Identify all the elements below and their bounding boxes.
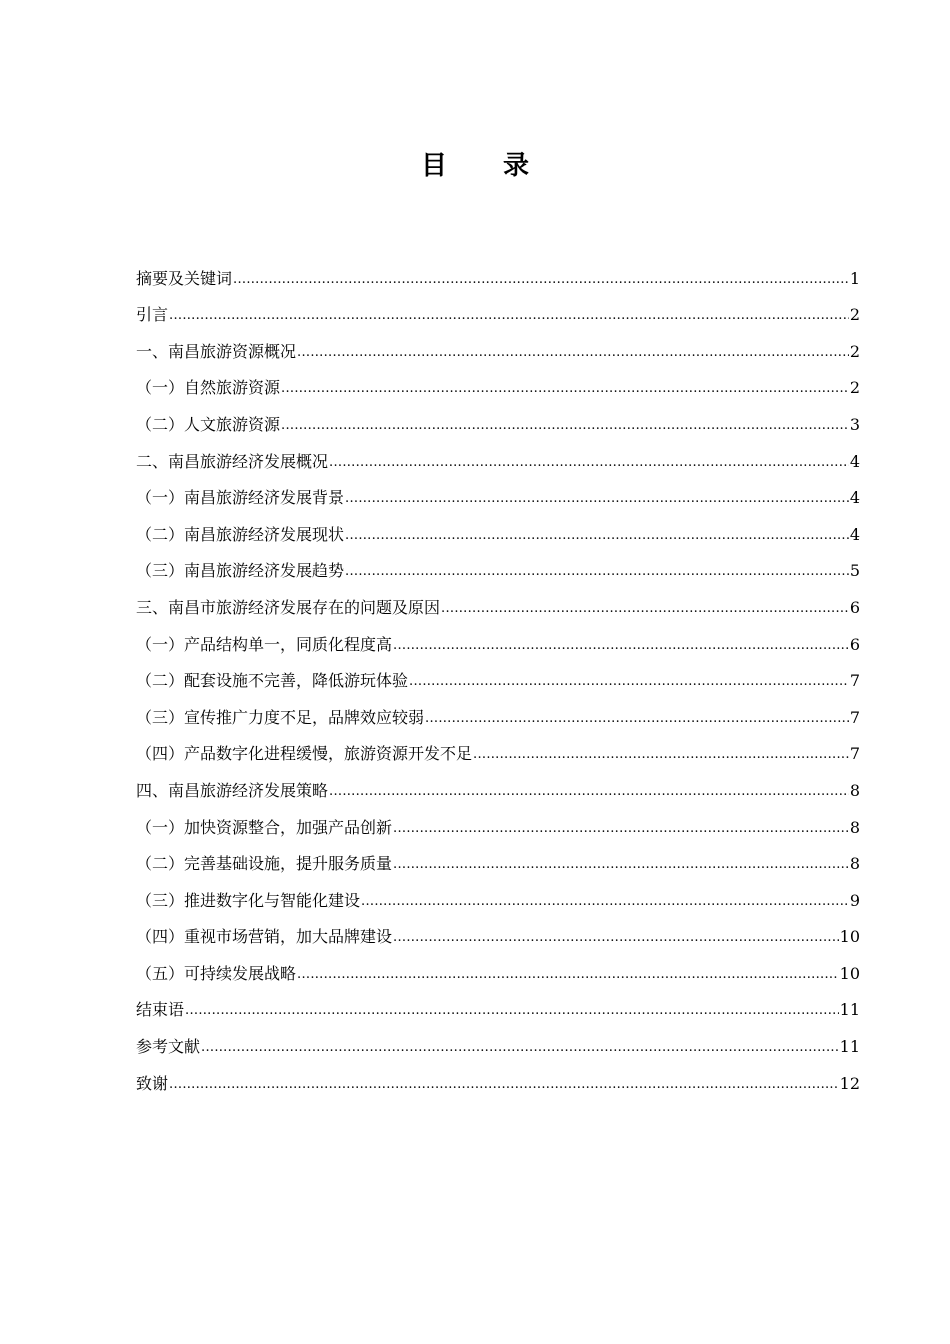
toc-entry[interactable] — [136, 252, 860, 289]
toc-entry[interactable] — [136, 801, 860, 838]
toc-entry-page-number: 5 — [849, 561, 860, 581]
toc-entry[interactable] — [136, 764, 860, 801]
toc-entry[interactable] — [136, 325, 860, 362]
toc-entry-label: （三）南昌旅游经济发展趋势 — [136, 561, 345, 581]
toc-entry[interactable] — [136, 581, 860, 618]
toc-title — [0, 145, 950, 182]
toc-dot-leader — [281, 378, 849, 398]
toc-entry-page-number: 4 — [849, 524, 860, 544]
toc-entry-page-number: 1 — [849, 268, 860, 288]
toc-entry-page-number: 4 — [849, 451, 860, 471]
toc-entry-label: 二、南昌旅游经济发展概况 — [136, 451, 329, 471]
toc-dot-leader — [281, 415, 849, 435]
toc-entry-label: （一）产品结构单一，同质化程度高 — [136, 634, 393, 654]
toc-entry[interactable] — [136, 545, 860, 582]
toc-entry-label: （二）人文旅游资源 — [136, 414, 281, 434]
toc-dot-leader — [169, 1074, 839, 1094]
toc-dot-leader — [393, 854, 849, 874]
toc-entry-label: （三）推进数字化与智能化建设 — [136, 890, 361, 910]
toc-entry-label: 四、南昌旅游经济发展策略 — [136, 780, 329, 800]
toc-dot-leader — [361, 891, 849, 911]
toc-entry-label: 三、南昌市旅游经济发展存在的问题及原因 — [136, 597, 441, 617]
toc-dot-leader — [169, 305, 849, 325]
toc-entry-page-number: 2 — [849, 341, 860, 361]
toc-entry-label: （四）重视市场营销，加大品牌建设 — [136, 927, 393, 947]
toc-entry-page-number: 3 — [849, 414, 860, 434]
toc-entry[interactable] — [136, 911, 860, 948]
toc-dot-leader — [185, 1000, 839, 1020]
toc-entry[interactable] — [136, 472, 860, 509]
toc-entry[interactable] — [136, 838, 860, 875]
toc-dot-leader — [297, 964, 839, 984]
toc-entry[interactable] — [136, 618, 860, 655]
toc-entry-label: 致谢 — [136, 1073, 169, 1093]
toc-entry-page-number: 8 — [849, 854, 860, 874]
toc-entry-label: （二）配套设施不完善，降低游玩体验 — [136, 671, 409, 691]
toc-entry-page-number: 7 — [849, 707, 860, 727]
toc-entry-page-number: 10 — [839, 927, 860, 947]
toc-dot-leader — [473, 744, 849, 764]
toc-entry-page-number: 7 — [849, 671, 860, 691]
toc-entry[interactable] — [136, 1020, 860, 1057]
toc-entry[interactable] — [136, 947, 860, 984]
toc-entry-page-number: 4 — [849, 488, 860, 508]
toc-title-char-1: 目 — [420, 151, 447, 181]
toc-entry-label: （五）可持续发展战略 — [136, 963, 297, 983]
toc-entry-page-number: 8 — [849, 817, 860, 837]
toc-entry-page-number: 6 — [849, 634, 860, 654]
toc-entry-label: （四）产品数字化进程缓慢，旅游资源开发不足 — [136, 744, 473, 764]
toc-entry-page-number: 9 — [849, 890, 860, 910]
toc-entry[interactable] — [136, 398, 860, 435]
toc-entry[interactable] — [136, 874, 860, 911]
table-of-contents — [136, 252, 860, 1094]
toc-entry[interactable] — [136, 362, 860, 399]
toc-dot-leader — [345, 525, 849, 545]
toc-entry-label: （一）自然旅游资源 — [136, 378, 281, 398]
toc-dot-leader — [201, 1037, 839, 1057]
toc-dot-leader — [233, 269, 849, 289]
toc-dot-leader — [297, 342, 849, 362]
toc-entry-label: 一、南昌旅游资源概况 — [136, 341, 297, 361]
toc-entry-label: 结束语 — [136, 1000, 185, 1020]
toc-title-char-2: 录 — [503, 151, 530, 181]
toc-entry-page-number: 6 — [849, 597, 860, 617]
toc-entry[interactable] — [136, 508, 860, 545]
toc-entry-page-number: 10 — [839, 963, 860, 983]
toc-entry-label: 引言 — [136, 305, 169, 325]
toc-entry-page-number: 11 — [839, 1037, 860, 1057]
toc-entry-page-number: 8 — [849, 780, 860, 800]
toc-dot-leader — [393, 818, 849, 838]
toc-dot-leader — [329, 452, 849, 472]
toc-dot-leader — [441, 598, 849, 618]
toc-entry[interactable] — [136, 728, 860, 765]
toc-entry[interactable] — [136, 655, 860, 692]
toc-dot-leader — [329, 781, 849, 801]
toc-entry-label: 摘要及关键词 — [136, 268, 233, 288]
toc-entry[interactable] — [136, 691, 860, 728]
toc-entry-page-number: 2 — [849, 305, 860, 325]
toc-dot-leader — [345, 488, 849, 508]
toc-entry[interactable] — [136, 289, 860, 326]
toc-dot-leader — [393, 927, 839, 947]
toc-entry-page-number: 2 — [849, 378, 860, 398]
toc-entry-label: （二）南昌旅游经济发展现状 — [136, 524, 345, 544]
toc-entry[interactable] — [136, 1057, 860, 1094]
toc-dot-leader — [345, 561, 849, 581]
toc-entry-page-number: 12 — [839, 1073, 860, 1093]
toc-entry-label: （一）加快资源整合，加强产品创新 — [136, 817, 393, 837]
toc-dot-leader — [425, 708, 849, 728]
toc-entry[interactable] — [136, 984, 860, 1021]
toc-entry-label: （一）南昌旅游经济发展背景 — [136, 488, 345, 508]
toc-entry-label: （二）完善基础设施，提升服务质量 — [136, 854, 393, 874]
toc-entry-label: （三）宣传推广力度不足，品牌效应较弱 — [136, 707, 425, 727]
toc-entry[interactable] — [136, 435, 860, 472]
toc-entry-page-number: 11 — [839, 1000, 860, 1020]
toc-entry-label: 参考文献 — [136, 1037, 201, 1057]
toc-dot-leader — [393, 635, 849, 655]
toc-entry-page-number: 7 — [849, 744, 860, 764]
toc-dot-leader — [409, 671, 849, 691]
